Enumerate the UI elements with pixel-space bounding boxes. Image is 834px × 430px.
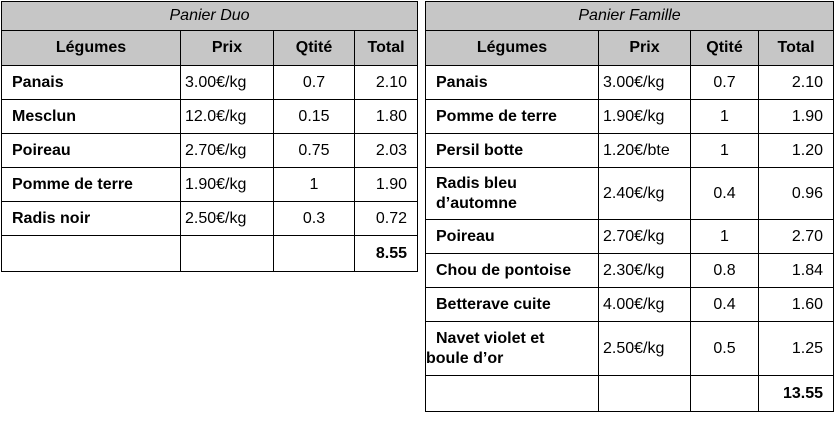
panier-famille-header-row <box>426 31 834 66</box>
empty-cell <box>274 236 355 272</box>
cell-total: 2.70 <box>759 220 834 254</box>
vegetable-name <box>426 168 599 220</box>
grand-total: 13.55 <box>759 376 834 412</box>
empty-cell <box>691 376 759 412</box>
vegetable-name: Panais <box>426 66 599 100</box>
header-legumes: Légumes <box>2 31 181 66</box>
vegetable-name: Radis noir <box>2 202 181 236</box>
cell-qty: 0.7 <box>274 66 355 100</box>
empty-cell <box>181 236 274 272</box>
cell-price: 3.00€/kg <box>181 66 274 100</box>
cell-qty: 1 <box>274 168 355 202</box>
cell-qty: 1 <box>691 100 759 134</box>
cell-price: 12.0€/kg <box>181 100 274 134</box>
vegetable-name: Panais <box>2 66 181 100</box>
cell-total: 2.03 <box>355 134 418 168</box>
cell-total: 1.25 <box>759 322 834 376</box>
vegetable-name-line: Radis bleu <box>436 174 517 192</box>
header-qtite: Qtité <box>274 31 355 66</box>
cell-qty: 1 <box>691 134 759 168</box>
cell-price: 2.50€/kg <box>599 322 691 376</box>
cell-qty: 0.4 <box>691 168 759 220</box>
table-row <box>2 66 418 100</box>
vegetable-name <box>426 322 599 376</box>
panier-famille-title: Panier Famille <box>426 2 834 31</box>
cell-price: 2.40€/kg <box>599 168 691 220</box>
table-row <box>426 254 834 288</box>
cell-total: 0.96 <box>759 168 834 220</box>
cell-total: 1.20 <box>759 134 834 168</box>
table-row <box>426 322 834 376</box>
vegetable-name-line: boule d’or <box>426 349 504 367</box>
header-total: Total <box>759 31 834 66</box>
cell-price: 2.50€/kg <box>181 202 274 236</box>
panier-duo-table <box>1 1 418 272</box>
empty-cell <box>426 376 599 412</box>
empty-cell <box>2 236 181 272</box>
panier-famille-table <box>425 1 834 412</box>
table-row <box>426 288 834 322</box>
cell-qty: 0.75 <box>274 134 355 168</box>
panier-duo-total-row <box>2 236 418 272</box>
vegetable-name-line: d’automne <box>436 194 517 212</box>
vegetable-name: Pomme de terre <box>426 100 599 134</box>
cell-total: 1.84 <box>759 254 834 288</box>
vegetable-name: Betterave cuite <box>426 288 599 322</box>
cell-price: 2.30€/kg <box>599 254 691 288</box>
table-row <box>2 168 418 202</box>
empty-cell <box>599 376 691 412</box>
cell-price: 2.70€/kg <box>599 220 691 254</box>
vegetable-name: Chou de pontoise <box>426 254 599 288</box>
cell-qty: 0.5 <box>691 322 759 376</box>
panier-duo-title: Panier Duo <box>2 2 418 31</box>
table-row <box>2 202 418 236</box>
cell-qty: 0.8 <box>691 254 759 288</box>
table-row <box>426 134 834 168</box>
cell-price: 4.00€/kg <box>599 288 691 322</box>
table-row <box>426 100 834 134</box>
vegetable-name: Poireau <box>426 220 599 254</box>
cell-price: 1.90€/kg <box>599 100 691 134</box>
panier-famille-total-row <box>426 376 834 412</box>
cell-qty: 0.15 <box>274 100 355 134</box>
vegetable-name: Pomme de terre <box>2 168 181 202</box>
cell-price: 2.70€/kg <box>181 134 274 168</box>
cell-qty: 0.4 <box>691 288 759 322</box>
cell-total: 1.80 <box>355 100 418 134</box>
cell-qty: 0.3 <box>274 202 355 236</box>
cell-price: 3.00€/kg <box>599 66 691 100</box>
cell-price: 1.90€/kg <box>181 168 274 202</box>
header-prix: Prix <box>181 31 274 66</box>
table-row <box>426 220 834 254</box>
cell-total: 1.60 <box>759 288 834 322</box>
table-row <box>426 66 834 100</box>
cell-price: 1.20€/bte <box>599 134 691 168</box>
cell-total: 2.10 <box>759 66 834 100</box>
cell-total: 1.90 <box>759 100 834 134</box>
header-total: Total <box>355 31 418 66</box>
vegetable-name: Persil botte <box>426 134 599 168</box>
table-row <box>2 134 418 168</box>
panier-duo-header-row <box>2 31 418 66</box>
grand-total: 8.55 <box>355 236 418 272</box>
header-prix: Prix <box>599 31 691 66</box>
header-legumes: Légumes <box>426 31 599 66</box>
vegetable-name: Poireau <box>2 134 181 168</box>
vegetable-name-line: Navet violet et <box>436 329 545 347</box>
cell-qty: 1 <box>691 220 759 254</box>
table-row <box>426 168 834 220</box>
vegetable-name: Mesclun <box>2 100 181 134</box>
cell-total: 0.72 <box>355 202 418 236</box>
cell-qty: 0.7 <box>691 66 759 100</box>
header-qtite: Qtité <box>691 31 759 66</box>
table-row <box>2 100 418 134</box>
cell-total: 1.90 <box>355 168 418 202</box>
cell-total: 2.10 <box>355 66 418 100</box>
